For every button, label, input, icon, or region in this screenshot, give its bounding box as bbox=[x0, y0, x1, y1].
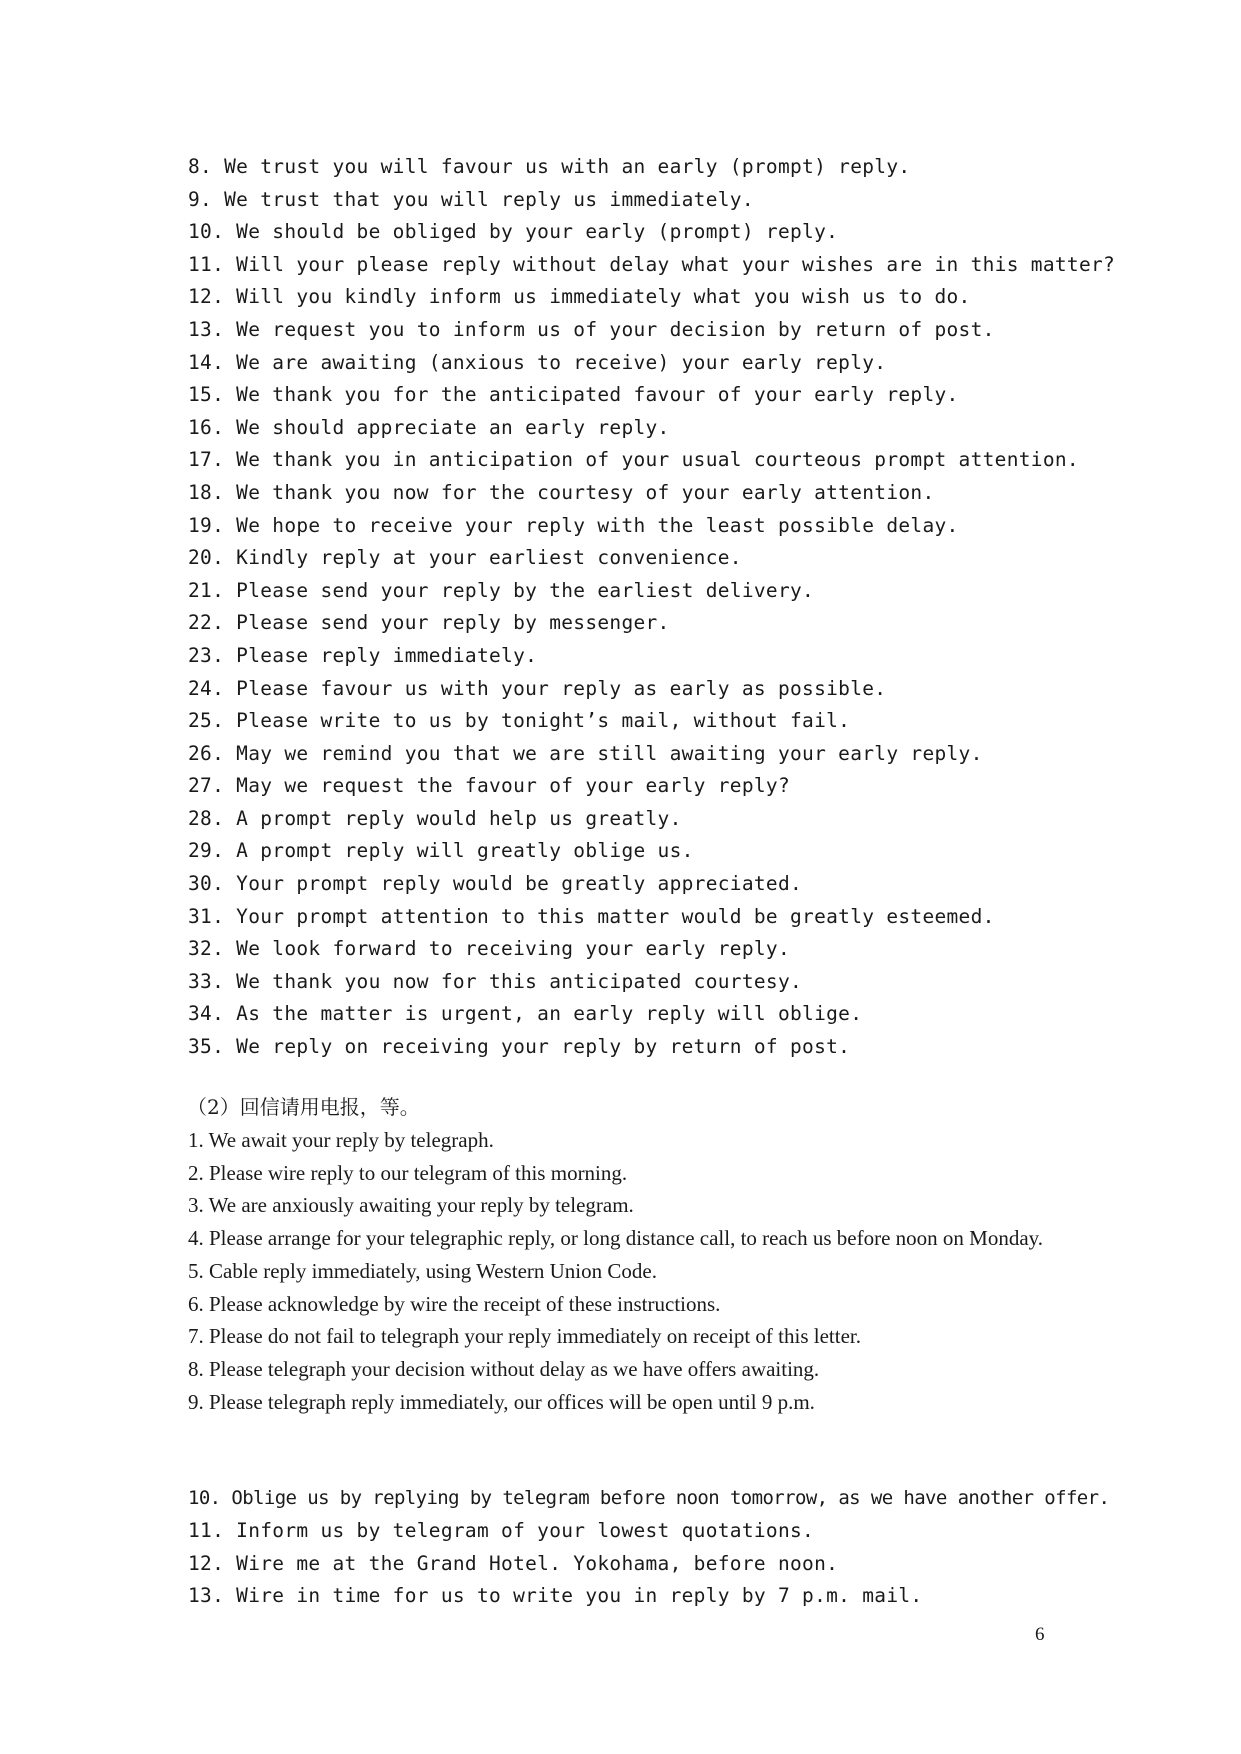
list-item: 1. We await your reply by telegraph. bbox=[188, 1128, 494, 1152]
list-item: 3. We are anxiously awaiting your reply by telegram. bbox=[188, 1193, 634, 1218]
list-item: 9. Please telegraph reply immediately, our offices will be open until 9 p.m. bbox=[188, 1389, 815, 1414]
list-item: 12. Will you kindly inform us immediately what you wish us to do. bbox=[188, 285, 971, 309]
list-item: 33. We thank you now for this anticipated courtesy. bbox=[188, 969, 803, 993]
list-item: 18. We thank you now for the courtesy of your early attention. bbox=[188, 480, 935, 504]
list-item: 23. Please reply immediately. bbox=[188, 643, 538, 667]
list-item: 16. We should appreciate an early reply. bbox=[188, 415, 670, 439]
list-item: 27. May we request the favour of your early reply? bbox=[188, 774, 790, 798]
list-item: 2. Please wire reply to our telegram of this morning. bbox=[188, 1160, 628, 1185]
list-item: 29. A prompt reply will greatly oblige us. bbox=[188, 839, 694, 863]
list-item: 9. We trust that you will reply us immediately. bbox=[188, 187, 754, 211]
list-item: 11. Will your please reply without delay what your wishes are in this matter? bbox=[188, 252, 1116, 276]
list-item: 24. Please favour us with your reply as early as possible. bbox=[188, 676, 887, 700]
list-item: 22. Please send your reply by messenger. bbox=[188, 611, 670, 635]
list-item: 30. Your prompt reply would be greatly appreciated. bbox=[188, 872, 803, 896]
list-item: 7. Please do not fail to telegraph your reply immediately on receipt of this letter. bbox=[188, 1324, 861, 1349]
page-number: 6 bbox=[1035, 1624, 1045, 1645]
list-item: 19. We hope to receive your reply with the least possible delay. bbox=[188, 513, 959, 537]
list-item: 21. Please send your reply by the earliest delivery. bbox=[188, 578, 815, 602]
list-item: 4. Please arrange for your telegraphic reply, or long distance call, to reach us before noon on Monday. bbox=[188, 1226, 1044, 1251]
list-item: 13. We request you to inform us of your decision by return of post. bbox=[188, 317, 995, 341]
reply-phrases-list bbox=[188, 151, 1116, 1064]
list-item: 25. Please write to us by tonight’s mail, without fail. bbox=[188, 709, 851, 733]
list-item: 32. We look forward to receiving your early reply. bbox=[188, 937, 790, 961]
list-item: 12. Wire me at the Grand Hotel. Yokohama, before noon. bbox=[188, 1551, 839, 1575]
list-item: 11. Inform us by telegram of your lowest quotations. bbox=[188, 1518, 815, 1542]
list-item: 17. We thank you in anticipation of your usual courteous prompt attention. bbox=[188, 448, 1079, 472]
list-item: 5. Cable reply immediately, using Western Union Code. bbox=[188, 1258, 657, 1283]
list-item: 20. Kindly reply at your earliest convenience. bbox=[188, 546, 742, 570]
list-item: 10. Oblige us by replying by telegram before noon tomorrow, as we have another offer. bbox=[188, 1487, 1110, 1509]
list-item: 10. We should be obliged by your early (prompt) reply. bbox=[188, 220, 839, 244]
list-item: 8. Please telegraph your decision without delay as we have offers awaiting. bbox=[188, 1356, 820, 1381]
list-item: 35. We reply on receiving your reply by return of post. bbox=[188, 1035, 851, 1059]
list-item: 6. Please acknowledge by wire the receipt of these instructions. bbox=[188, 1291, 721, 1316]
list-item: 14. We are awaiting (anxious to receive) your early reply. bbox=[188, 350, 887, 374]
list-item: 8. We trust you will favour us with an early (prompt) reply. bbox=[188, 155, 911, 178]
list-item: 13. Wire in time for us to write you in reply by 7 p.m. mail. bbox=[188, 1584, 923, 1608]
list-item: 34. As the matter is urgent, an early reply will oblige. bbox=[188, 1002, 863, 1026]
telegraph-reply-list bbox=[188, 1124, 1054, 1418]
list-item: 28. A prompt reply would help us greatly. bbox=[188, 806, 682, 830]
list-item: 31. Your prompt attention to this matter would be greatly esteemed. bbox=[188, 904, 995, 928]
list-item: 15. We thank you for the anticipated favour of your early reply. bbox=[188, 383, 959, 407]
section-heading: （2）回信请用电报，等。 bbox=[187, 1095, 420, 1119]
telegraph-reply-list-continued bbox=[188, 1482, 1110, 1613]
list-item: 26. May we remind you that we are still awaiting your early reply. bbox=[188, 741, 983, 765]
